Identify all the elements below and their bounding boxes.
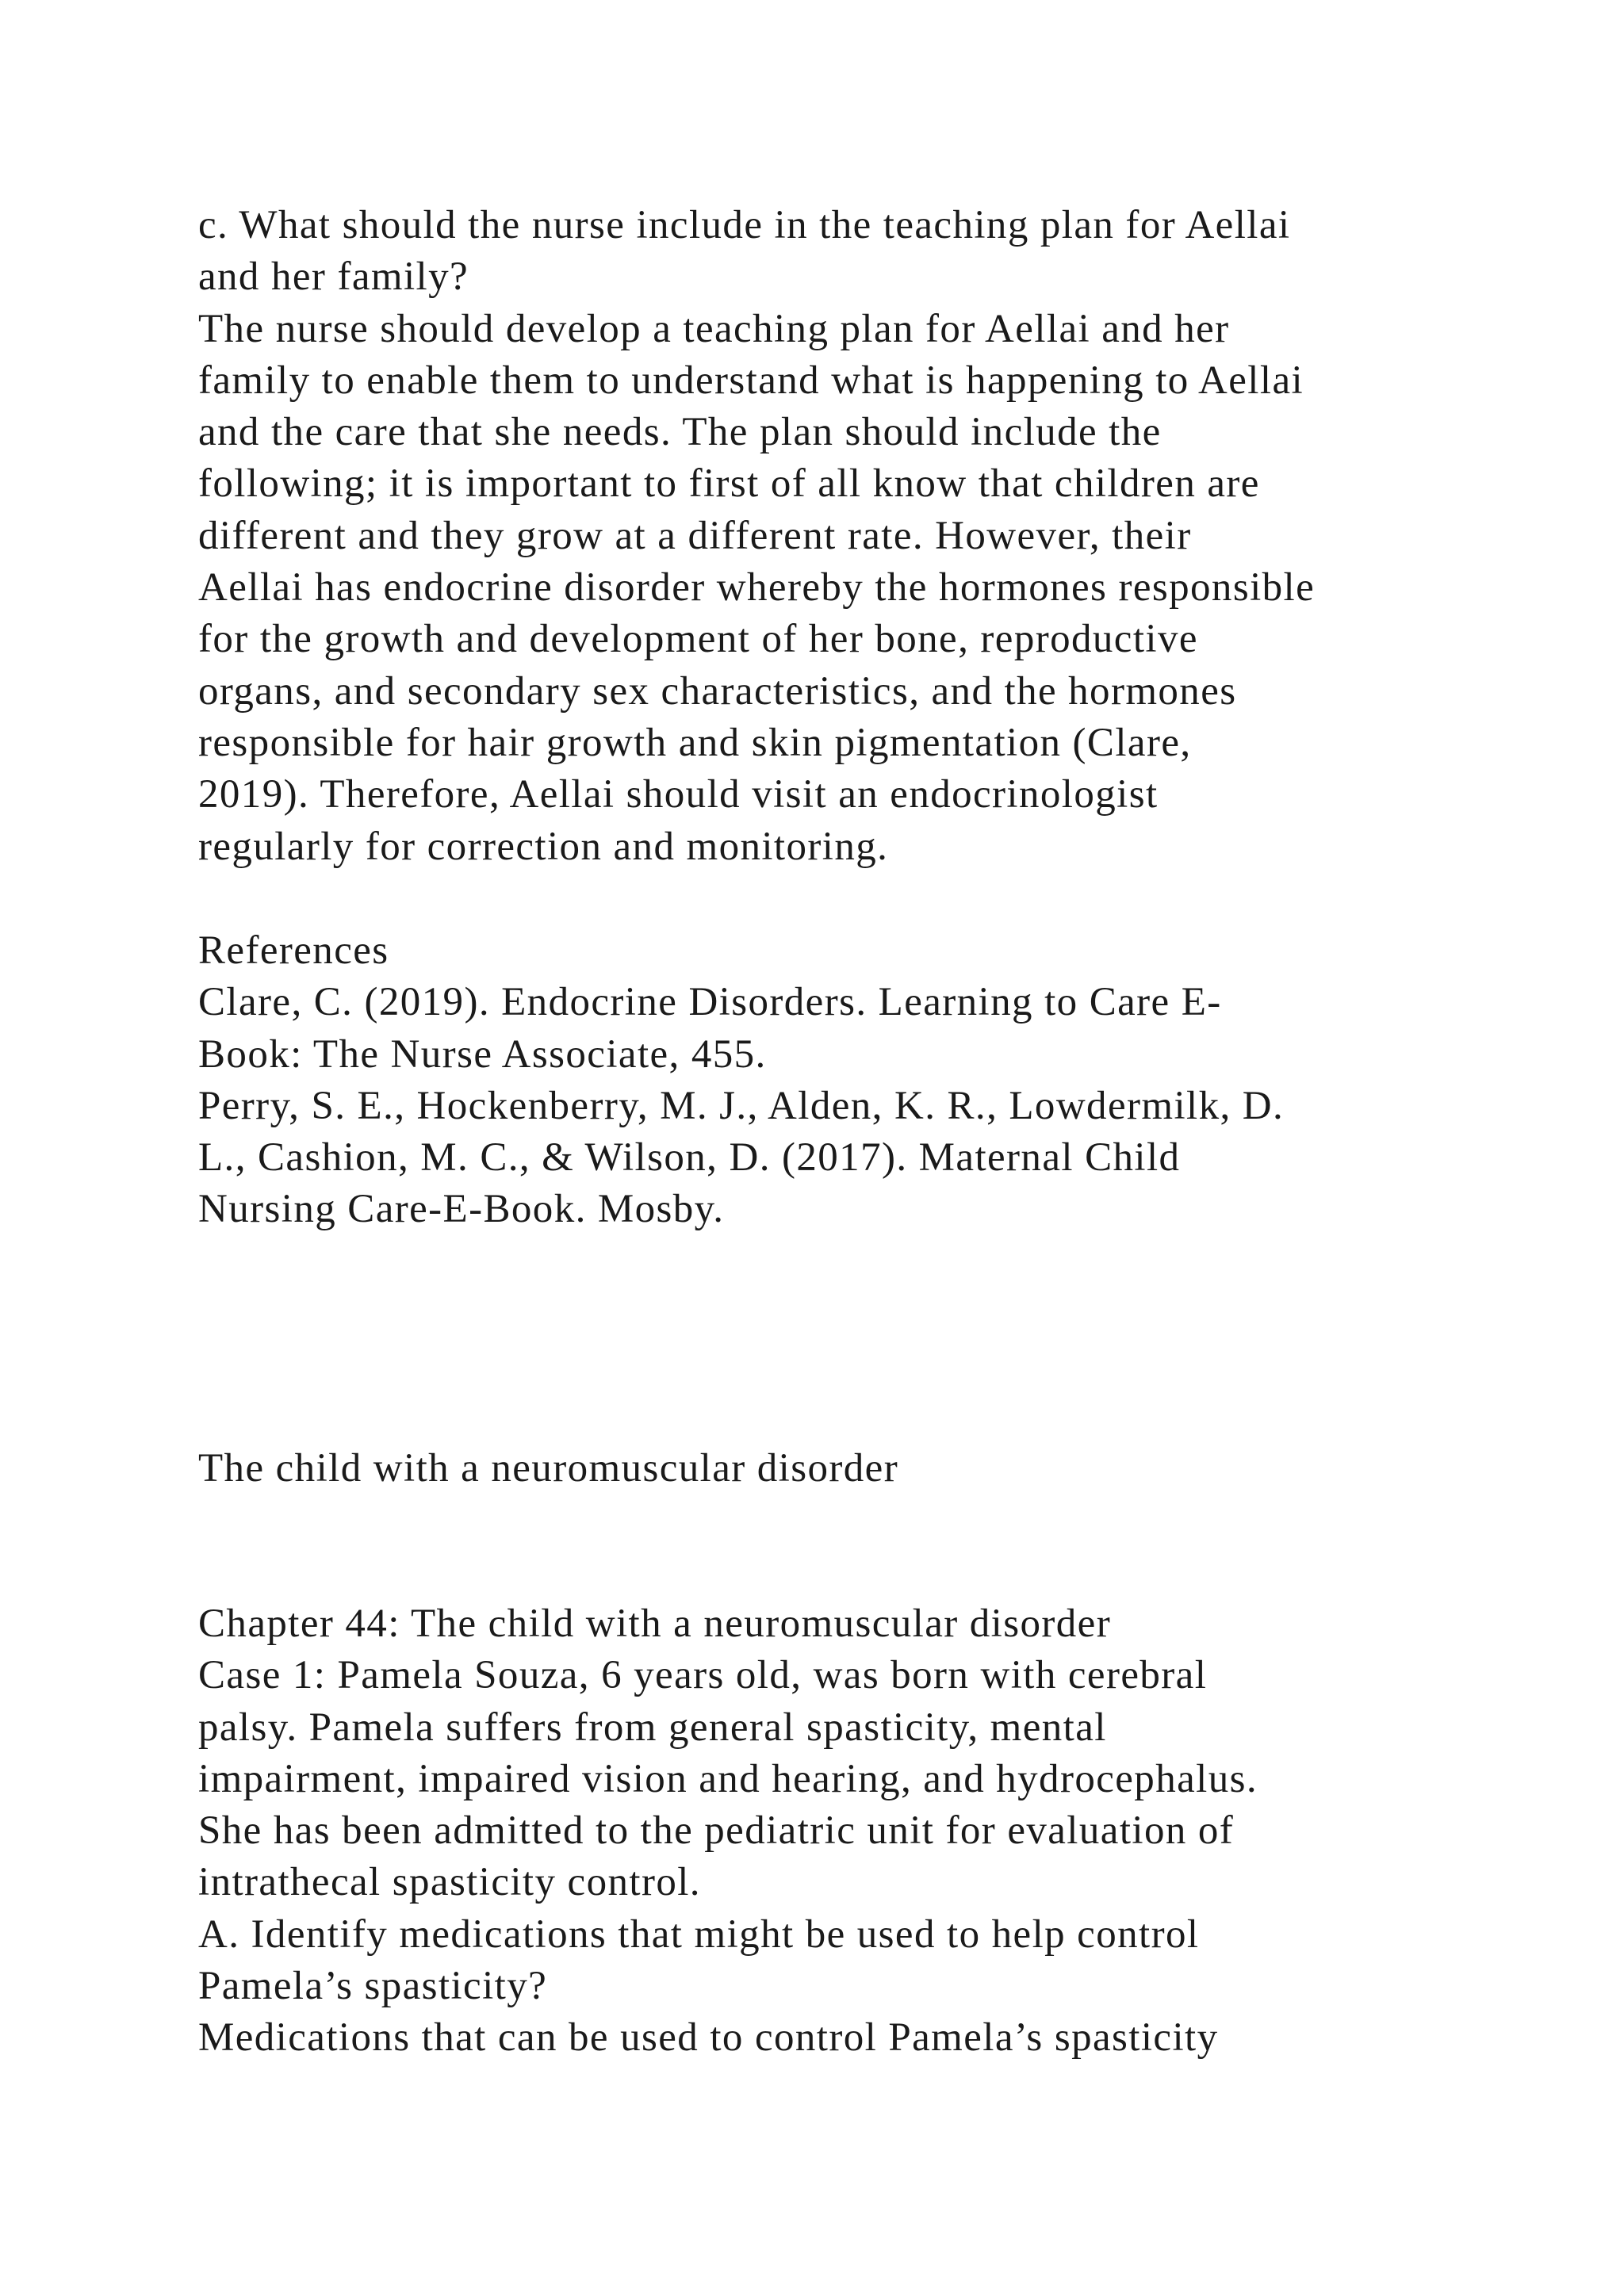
paragraph-line: following; it is important to first of all know that children are	[198, 461, 1260, 507]
paragraph-line: 2019). Therefore, Aellai should visit an endocrinologist	[198, 772, 1159, 817]
section-title-block	[198, 1443, 1483, 1494]
paragraph-line: Medications that can be used to control Pamela’s spasticity	[198, 2015, 1219, 2061]
reference-line: Nursing Care-E-Book. Mosby.	[198, 1187, 725, 1232]
paragraph-line: responsible for hair growth and skin pigmentation (Clare,	[198, 720, 1192, 765]
question-line: Pamela’s spasticity?	[198, 1964, 548, 2009]
chapter-heading: Chapter 44: The child with a neuromuscular disorder	[198, 1601, 1112, 1646]
chapter-section	[198, 1598, 1483, 2064]
paragraph-line: different and they grow at a different rate. However, their	[198, 513, 1192, 558]
references-heading: References	[198, 928, 389, 973]
paragraph-line: Case 1: Pamela Souza, 6 years old, was born with cerebral	[198, 1653, 1208, 1698]
teaching-plan-section	[198, 200, 1483, 873]
paragraph-line: family to enable them to understand what is happening to Aellai	[198, 358, 1304, 403]
paragraph-line: organs, and secondary sex characteristics, and the hormones	[198, 668, 1237, 714]
references-section	[198, 925, 1483, 1236]
reference-line: L., Cashion, M. C., & Wilson, D. (2017). Maternal Child	[198, 1135, 1181, 1181]
paragraph-line: She has been admitted to the pediatric unit for evaluation of	[198, 1808, 1235, 1854]
paragraph-line: Aellai has endocrine disorder whereby the hormones responsible	[198, 565, 1316, 610]
section-title: The child with a neuromuscular disorder	[198, 1446, 899, 1490]
paragraph-line: The nurse should develop a teaching plan for Aellai and her	[198, 306, 1230, 351]
paragraph-line: and her family?	[198, 254, 469, 300]
reference-line: Book: The Nurse Associate, 455.	[198, 1031, 767, 1077]
paragraph-line: and the care that she needs. The plan should include the	[198, 410, 1162, 455]
paragraph-line: intrathecal spasticity control.	[198, 1860, 701, 1905]
reference-line: Perry, S. E., Hockenberry, M. J., Alden, K. R., Lowdermilk, D.	[198, 1083, 1285, 1128]
paragraph-line: c. What should the nurse include in the teaching plan for Aellai	[198, 203, 1291, 247]
question-line: A. Identify medications that might be used to help control	[198, 1911, 1200, 1957]
paragraph-line: palsy. Pamela suffers from general spasticity, mental	[198, 1705, 1107, 1750]
reference-line: Clare, C. (2019). Endocrine Disorders. Learning to Care E-	[198, 980, 1222, 1025]
paragraph-line: regularly for correction and monitoring.	[198, 824, 889, 869]
paragraph-line: impairment, impaired vision and hearing, and hydrocephalus.	[198, 1756, 1258, 1801]
paragraph-line: for the growth and development of her bone, reproductive	[198, 617, 1198, 662]
